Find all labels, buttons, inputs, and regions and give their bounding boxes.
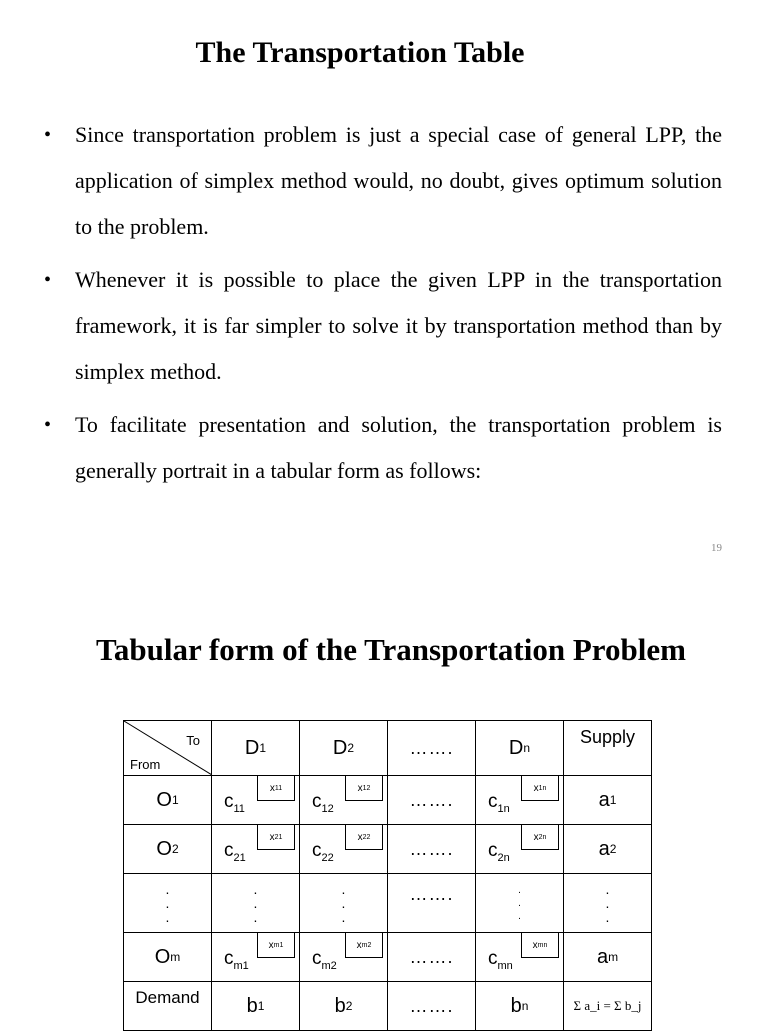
supply-cell: a 1 (564, 776, 652, 825)
cost-cell: $c_{1n}$ x 1n (476, 776, 564, 825)
allocation-box: x m2 (345, 933, 383, 958)
supply-cell: a 2 (564, 825, 652, 874)
allocation-box: x 21 (257, 825, 295, 850)
cost-cell: $c_{m2}$ x m2 (300, 933, 388, 982)
ellipsis-cell: ……. (388, 982, 476, 1031)
allocation-box: x 1n (521, 776, 559, 801)
allocation-box: x mn (521, 933, 559, 958)
allocation-box: x 2n (521, 825, 559, 850)
allocation-box: x 11 (257, 776, 295, 801)
demand-row (124, 982, 652, 1031)
vdots-cell: . . . (564, 874, 652, 933)
demand-label: Demand (124, 982, 212, 1031)
origin-cell: O 1 (124, 776, 212, 825)
ellipsis-cell: ……. (388, 825, 476, 874)
cost-cell: $c_{12}$ x 12 (300, 776, 388, 825)
table-row (124, 776, 652, 825)
ellipsis-cell: ……. (388, 933, 476, 982)
supply-cell: a m (564, 933, 652, 982)
balance-formula: Σ a_i = Σ b_j (564, 982, 652, 1031)
bullet-item: • Since transportation problem is just a special case of general LPP, the application of simplex method would, no doubt, gives optimum solution to the problem. (44, 112, 722, 250)
ellipsis-row (124, 874, 652, 933)
corner-to-label: To (186, 733, 200, 748)
ellipsis-cell: ……. (388, 776, 476, 825)
cost-cell: $c_{m1}$ x m1 (212, 933, 300, 982)
vdots-cell: . . . (300, 874, 388, 933)
vdots-cell: . . . (124, 874, 212, 933)
cost-cell: $c_{2n}$ x 2n (476, 825, 564, 874)
bullet-item: • To facilitate presentation and solution, the transportation problem is generally portrait in a tabular form as follows: (44, 402, 722, 494)
cost-cell: $c_{mn}$ x mn (476, 933, 564, 982)
slide-title: The Transportation Table (195, 36, 525, 69)
slide-tabular-form (0, 580, 768, 1024)
corner-cell (124, 721, 212, 776)
corner-from-label: From (130, 757, 161, 772)
allocation-box: x 22 (345, 825, 383, 850)
cost-cell: $c_{22}$ x 22 (300, 825, 388, 874)
destination-header: D 1 (212, 721, 300, 776)
demand-cell: b 1 (212, 982, 300, 1031)
allocation-box: x m1 (257, 933, 295, 958)
table-row (124, 933, 652, 982)
page-number: 19 (711, 542, 722, 554)
demand-cell: b n (476, 982, 564, 1031)
origin-cell: O m (124, 933, 212, 982)
vdots-cell: . . . (476, 874, 564, 933)
ellipsis-header: ……. (388, 721, 476, 776)
destination-header: D n (476, 721, 564, 776)
bullet-list (44, 112, 722, 501)
ellipsis-cell: ……. (388, 874, 476, 933)
allocation-box: x 12 (345, 776, 383, 801)
supply-header: Supply (564, 721, 652, 776)
slide-title: Tabular form of the Transportation Problem (96, 632, 686, 667)
vdots-cell: . . . (212, 874, 300, 933)
table-row (124, 825, 652, 874)
origin-cell: O 2 (124, 825, 212, 874)
cost-cell: $c_{21}$ x 21 (212, 825, 300, 874)
destination-header: D 2 (300, 721, 388, 776)
cost-cell: $c_{11}$ x 11 (212, 776, 300, 825)
transportation-table (123, 720, 652, 1031)
bullet-item: • Whenever it is possible to place the given LPP in the transportation framework, it is far simpler to solve it by transportation method than by simplex method. (44, 257, 722, 395)
table-header-row (124, 721, 652, 776)
demand-cell: b 2 (300, 982, 388, 1031)
